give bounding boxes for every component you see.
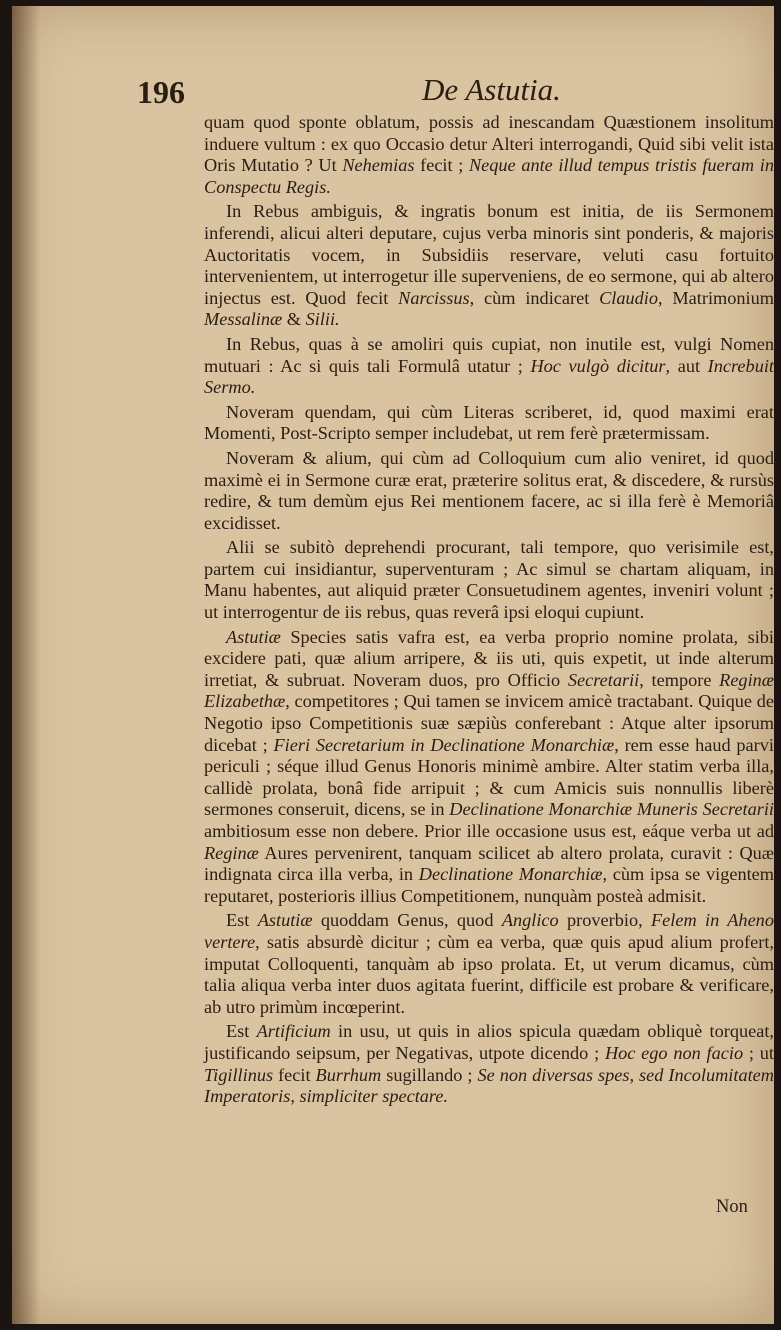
- italic-text: Astutiæ: [257, 910, 313, 931]
- roman-text: , satis absurdè dicitur ; cùm ea verba, quæ quis apud alium profert, imputat Colloquenti, tanquàm ab ipso prolata. Et, ut verum dicamus, cùm talia aliqua verba inter duos agitata fuerint, difficile est probare & verificare, ab utro primùm incœperint.: [204, 931, 774, 1017]
- paragraph: [204, 627, 774, 908]
- italic-text: Nehemias: [342, 155, 415, 176]
- roman-text: , aut: [665, 355, 708, 376]
- roman-text: sugillando ;: [381, 1064, 478, 1085]
- roman-text: , Matrimonium: [658, 287, 774, 308]
- italic-text: Claudio: [599, 287, 659, 308]
- italic-text: Felem in Aheno vertere: [204, 910, 774, 952]
- roman-text: Noveram quendam, qui cùm Literas scriberet, id, quod maximi erat Momenti, Post-Scripto semper includebat, ut rem ferè prætermissam.: [204, 401, 774, 444]
- paragraph: [204, 537, 774, 623]
- italic-text: Se non diversas spes, sed Incolumitatem Imperatoris, simpliciter spectare.: [204, 1064, 774, 1107]
- roman-text: quoddam Genus, quod: [312, 910, 502, 931]
- roman-text: , tempore: [639, 669, 720, 690]
- catchword: Non: [716, 1197, 748, 1217]
- roman-text: Noveram & alium, qui cùm ad Colloquium cum alio veniret, id quod maximè ei in Sermone curæ erat, præterire solitus erat, & discedere, & rursùs redire, & tum demùm ejus Rei mentionem facere, ac si illa ferè è Memoriâ excidisset.: [204, 447, 774, 533]
- italic-text: Increbuit Sermo.: [204, 355, 774, 398]
- roman-text: fecit ;: [414, 155, 469, 176]
- paragraph: [204, 1021, 774, 1107]
- italic-text: Tigillinus: [204, 1064, 274, 1085]
- italic-text: Silii.: [305, 309, 340, 330]
- italic-text: Declinatione Monarchiæ: [418, 864, 603, 885]
- roman-text: Aures pervenirent, tanquam scilicet ab altero prolata, curavit : Quæ indignata circa illa verba, in: [204, 842, 774, 885]
- roman-text: ambitiosum esse non debere. Prior ille occasione usus est, eáque verba ut ad: [204, 821, 774, 841]
- paragraph: [204, 334, 774, 399]
- body-text: [204, 112, 774, 1108]
- roman-text: , cùm indicaret: [469, 287, 600, 308]
- paragraph: [204, 448, 774, 534]
- italic-text: Declinatione Monarchiæ Muneris Secretarii: [449, 799, 774, 820]
- italic-text: Narcissus: [398, 287, 470, 308]
- roman-text: Est: [226, 1021, 257, 1042]
- roman-text: ; ut: [743, 1042, 774, 1063]
- roman-text: quam quod sponte oblatum, possis ad inescandam Quæstionem insolitum induere vultum : ex quo Occasio detur Alteri interrogandi, Quid sibi velit ista Oris Mutatio ? Ut: [204, 112, 774, 176]
- italic-text: Anglico: [501, 910, 559, 931]
- italic-text: Hoc vulgò dicitur: [530, 355, 666, 376]
- running-title: De Astutia.: [422, 72, 561, 107]
- roman-text: , competitores ; Qui tamen se invicem amicè tractabant. Quique de Negotio ipso Competitionis suæ sæpiùs conferebant : Atque alter ipsorum dicebat ;: [204, 691, 774, 755]
- roman-text: , rem esse haud parvi periculi ; séque illud Genus Honoris minimè ambire. Alter statim verba illa, callidè prolata, bonâ fide arripuit ; & cum Amicis suis nonnullis liberè sermones conseruit, dicens, se in: [204, 734, 774, 820]
- book-page: [12, 6, 774, 1324]
- italic-text: Artificium: [256, 1021, 331, 1042]
- italic-text: Secretarii: [567, 669, 640, 690]
- roman-text: &: [282, 309, 306, 330]
- page-number: 196: [137, 74, 185, 110]
- roman-text: in usu, ut quis in alios spicula quædam obliquè torqueat, justificando seipsum, per Negativas, utpote dicendo ;: [204, 1021, 774, 1063]
- page-gutter-shadow: [12, 6, 40, 1324]
- roman-text: Est: [226, 910, 258, 931]
- italic-text: Astutiæ: [226, 626, 281, 647]
- italic-text: Neque ante illud tempus tristis fueram in Conspectu Regis.: [204, 155, 774, 197]
- roman-text: , cùm ipsa se vigentem reputaret, posterioris illius Competitionem, nunquàm posteà admisit.: [204, 864, 775, 906]
- paragraph: [204, 112, 774, 198]
- paragraph: [204, 201, 774, 331]
- italic-text: Messalinæ: [204, 309, 283, 330]
- italic-text: Reginæ: [204, 842, 259, 863]
- roman-text: Alii se subitò deprehendi procurant, tali tempore, quo verisimile est, partem cui insidiantur, superventuram ; Ac simul se chartam aliquam, in Manu habentes, aut aliquid præter Consuetudinem agentes, inveniri volunt ; ut interrogentur de iis rebus, quas reverâ ipsi eloqui cupiunt.: [204, 537, 774, 623]
- italic-text: Reginæ Elizabethæ: [204, 669, 774, 712]
- roman-text: In Rebus ambiguis, & ingratis bonum est initia, de iis Sermonem inferendi, alicui alteri deputare, cujus verba minoris sint ponderis, & majoris Auctoritatis vocem, in Subsidiis reservare, veluti casu fortuito intervenientem, ut interrogetur ille superveniens, de eo sermone, qui ab altero injectus est. Quod fecit: [204, 201, 774, 308]
- roman-text: In Rebus, quas à se amoliri quis cupiat, non inutile est, vulgi Nomen mutuari : Ac si quis tali Formulâ utatur ;: [204, 333, 774, 376]
- italic-text: Hoc ego non facio: [604, 1042, 744, 1063]
- paragraph: [204, 910, 774, 1018]
- roman-text: proverbio,: [558, 910, 652, 931]
- paragraph: [204, 402, 774, 445]
- roman-text: fecit: [273, 1064, 316, 1085]
- roman-text: Species satis vafra est, ea verba proprio nomine prolata, sibi excidere pati, quæ alium arripere, & iis uti, quis expetit, ut inde alterum irretiat, & subruat. Noveram duos, pro Officio: [204, 626, 774, 690]
- italic-text: Fieri Secretarium in Declinatione Monarchiæ: [273, 734, 615, 755]
- italic-text: Burrhum: [315, 1064, 382, 1085]
